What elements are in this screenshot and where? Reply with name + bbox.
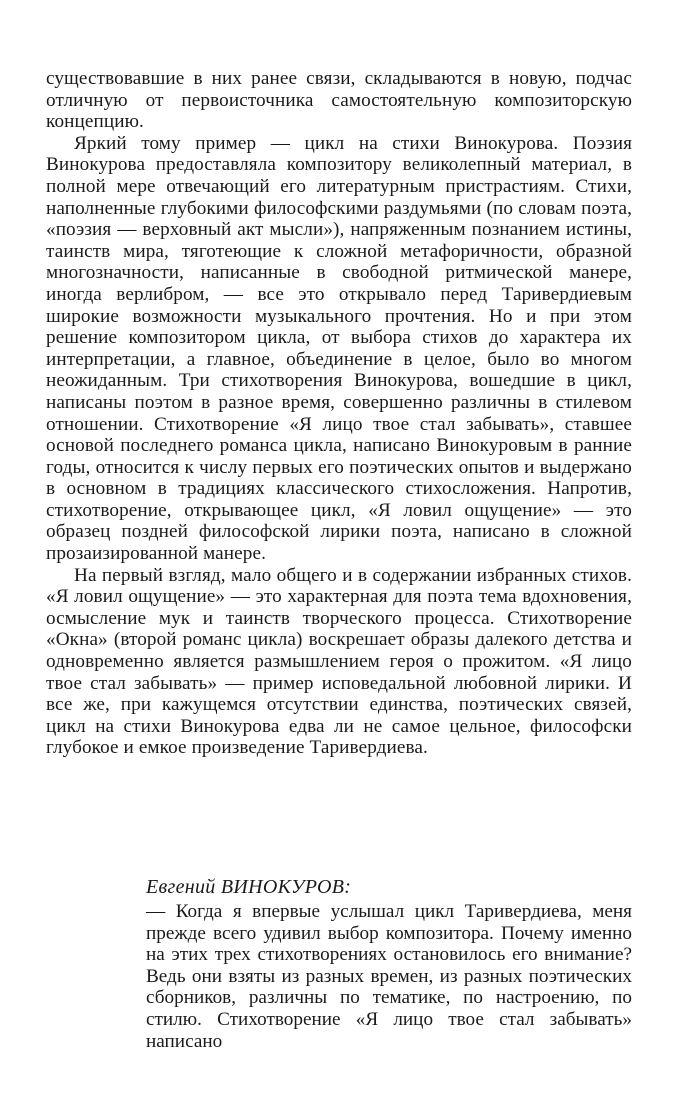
quote-text: — Когда я впервые услышал цикл Таривердиева, меня прежде всего удивил выбор композитора. Почему именно на этих трех стихотворениях остановилось его внимание? Ведь они взяты из разных времен, из разных поэтических сборников, различны по тематике, по настроению, по стилю. Стихотворение «Я лицо твое стал забывать» написано bbox=[146, 901, 632, 1052]
paragraph: На первый взгляд, мало общего и в содержании избранных стихов. «Я ловил ощущение» — это характерная для поэта тема вдохновения, осмысление мук и таинств творческого процесса. Стихотворение «Окна» (второй романс цикла) воскрешает образы далекого детства и одновременно является размышлением героя о прожитом. «Я лицо твое стал забывать» — пример исповедальной любовной лирики. И все же, при кажущемся отсутствии единства, поэтических связей, цикл на стихи Винокурова едва ли не самое цельное, философски глубокое и емкое произведение Таривердиева. bbox=[46, 564, 632, 759]
speaker-name: Евгений ВИНОКУРОВ: bbox=[146, 876, 352, 898]
paragraph: Яркий тому пример — цикл на стихи Винокурова. Поэзия Винокурова предоставляла композитору великолепный материал, в полной мере отвечающий его литературным пристрастиям. Стихи, наполненные глубокими философскими раздумьями (по словам поэта, «поэзия — верховный акт мысли»), напряженным познанием истины, таинств мира, тяготеющие к сложной метафоричности, образной многозначности, написанные в свободной ритмической манере, иногда верлибром, — все это открывало перед Таривердиевым широкие возможности музыкального прочтения. Но и при этом решение композитором цикла, от выбора стихов до характера их интерпретации, а главное, объединение в целое, было во многом неожиданным. Три стихотворения Винокурова, вошедшие в цикл, написаны поэтом в разное время, совершенно различны в стилевом отношении. Стихотворение «Я лицо твое стал забывать», ставшее основой последнего романса цикла, написано Винокуровым в ранние годы, относится к числу первых его поэтических опытов и выдержано в основном в традициях классического стихосложения. Напротив, стихотворение, открывающее цикл, «Я ловил ощущение» — это образец поздней философской лирики поэта, написано в сложной прозаизированной манере. bbox=[46, 132, 632, 565]
paragraph: существовавшие в них ранее связи, складываются в новую, подчас отличную от первоисточника самостоятельную композиторскую концепцию. bbox=[46, 68, 632, 133]
main-text bbox=[46, 68, 632, 759]
interview-quote-block bbox=[146, 875, 632, 1052]
